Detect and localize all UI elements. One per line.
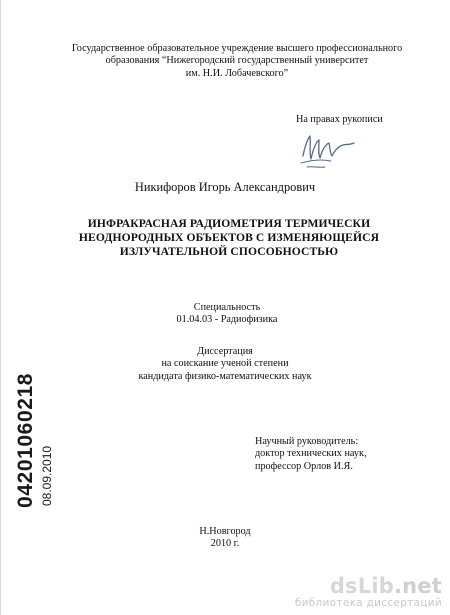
degree-line-2: на соискание ученой степени: [161, 358, 289, 370]
supervisor-block: [255, 436, 367, 473]
watermark-logo: [295, 575, 442, 597]
title-line-1: ИНФРАКРАСНАЯ РАДИОМЕТРИЯ ТЕРМИЧЕСКИ: [87, 217, 371, 230]
institution-line-2: образования “Нижегородский государственный университет: [105, 55, 369, 67]
institution-line-1: Государственное образовательное учреждение высшего профессионального: [71, 43, 403, 54]
watermark-logo-main: dsLib: [329, 574, 394, 598]
manuscript-rights-note: На правах рукописи: [296, 114, 383, 125]
title-line-2: НЕОДНОРОДНЫХ ОБЪЕКТОВ С ИЗМЕНЯЮЩЕЙСЯ: [78, 231, 380, 245]
handwritten-signature-icon: [297, 126, 357, 172]
dslib-watermark: [295, 575, 442, 610]
specialty-label: Специальность: [193, 302, 261, 313]
watermark-logo-tld: .net: [393, 574, 442, 598]
specialty-block: [2, 302, 450, 327]
watermark-caption: библиотека диссертаций: [294, 597, 442, 609]
stamp-date: 08.09.2010: [40, 445, 54, 506]
degree-line-1: Диссертация: [197, 346, 253, 357]
year: 2010 г.: [210, 538, 240, 550]
specialty-value: 01.04.03 - Радиофизика: [176, 314, 278, 326]
dissertation-title: [4, 217, 450, 260]
stamp-number: 04201060218: [14, 372, 37, 508]
degree-line-3: кандидата физико-математических наук: [138, 370, 312, 382]
city: Н.Новгород: [199, 526, 251, 537]
supervisor-line-2: доктор технических наук,: [255, 448, 367, 460]
city-year-block: [0, 526, 450, 551]
supervisor-line-1: Научный руководитель:: [255, 436, 359, 447]
author-name: Никифоров Игорь Александрович: [134, 180, 316, 194]
supervisor-line-3: профессор Орлов И.Я.: [255, 460, 353, 472]
title-line-3: ИЗЛУЧАТЕЛЬНОЙ СПОСОБНОСТЬЮ: [119, 245, 339, 259]
institution-line-3: им. Н.И. Лобачевского”: [185, 67, 289, 79]
institution-header: [12, 43, 450, 80]
library-stamp: [14, 358, 70, 508]
